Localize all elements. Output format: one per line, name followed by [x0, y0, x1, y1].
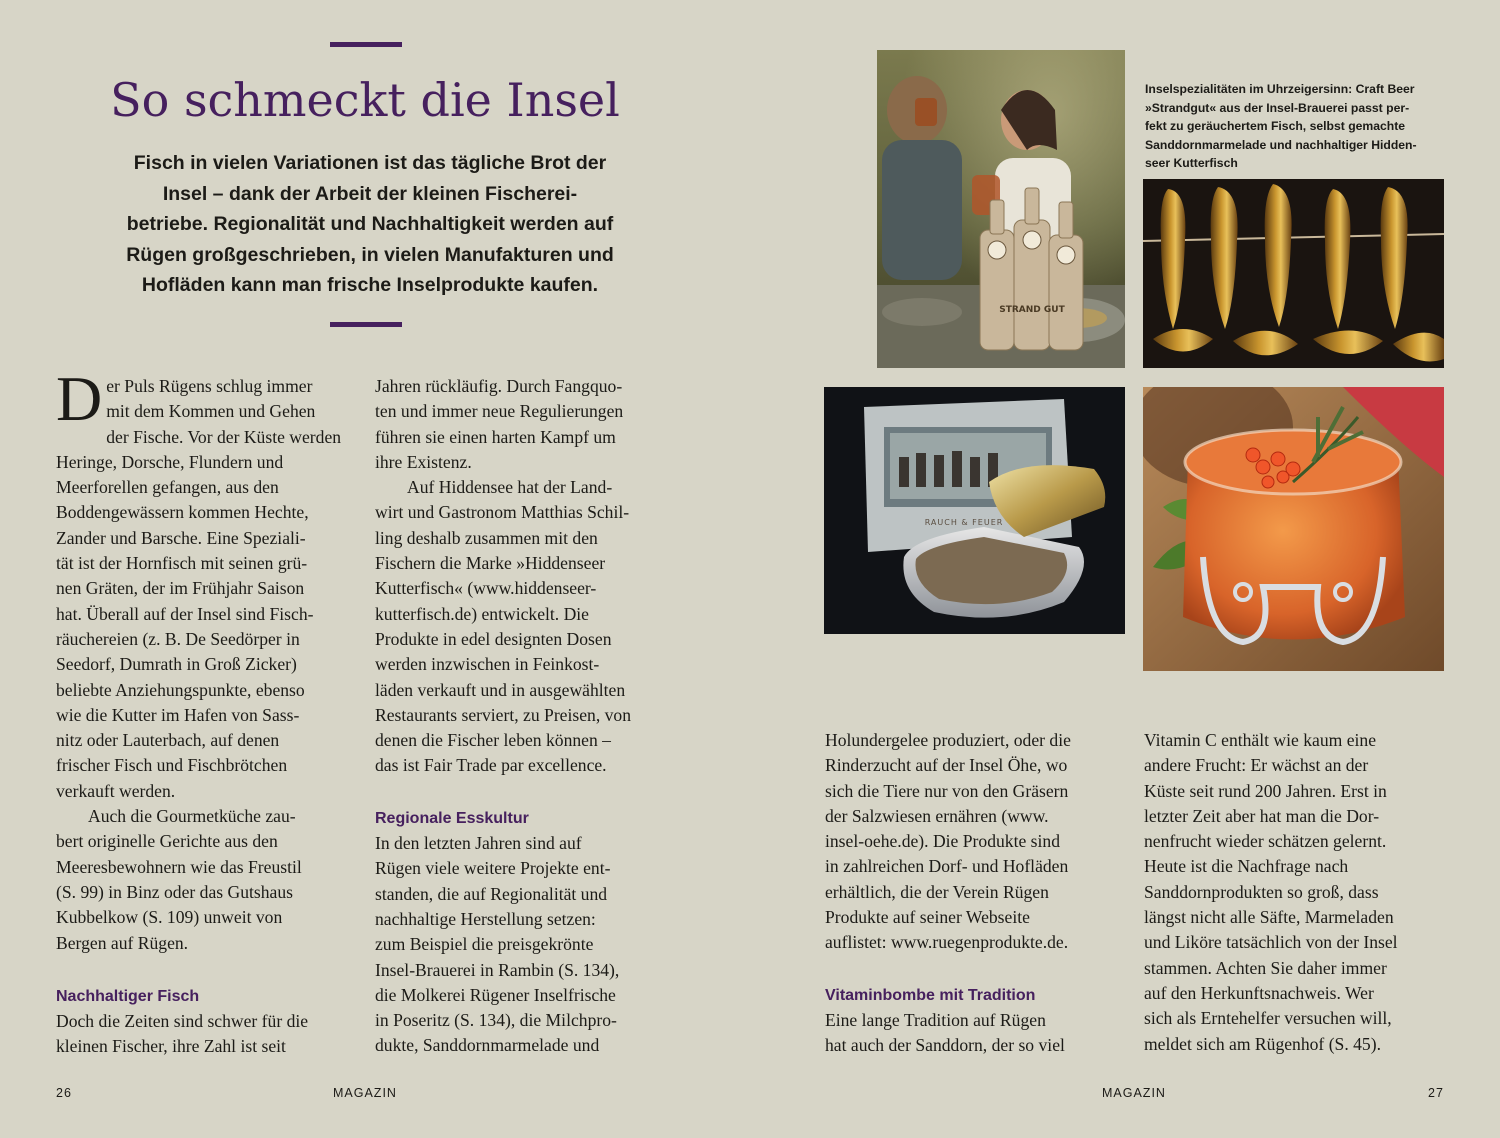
lead-line: betriebe. Regionalität und Nachhaltigkeit werden auf [126, 213, 614, 235]
text-line: Heringe, Dorsche, Flundern und [56, 451, 284, 472]
text-line: Sanddornprodukten so groß, dass [1144, 881, 1379, 902]
text-line: räuchereien (z. B. De Seedörper in [56, 628, 300, 649]
text-line: dukte, Sanddornmarmelade und [375, 1035, 600, 1056]
text-line: Bergen auf Rügen. [56, 932, 189, 953]
text-line: Rügen viele weitere Projekte ent- [375, 858, 611, 879]
photo-caption [1145, 80, 1445, 173]
text-line: mit dem Kommen und Gehen [106, 401, 316, 422]
text-line: In den letzten Jahren sind auf [375, 833, 582, 854]
text-line: längst nicht alle Säfte, Marmeladen [1144, 907, 1394, 928]
tin-label-text: RAUCH & FEUER [924, 518, 1004, 527]
text-column-1 [56, 363, 356, 1060]
title-rule-bottom [330, 322, 402, 327]
section-heading-nachhaltiger-fisch: Nachhaltiger Fisch [56, 987, 200, 1005]
text-line: denen die Fischer leben können – [375, 730, 611, 751]
text-line: Seedorf, Dumrath in Groß Zicker) [56, 654, 297, 675]
section-heading-vitaminbombe: Vitaminbombe mit Tradition [825, 986, 1036, 1004]
text-line: Produkte auf seiner Webseite [825, 907, 1030, 928]
text-line: tät ist der Hornfisch mit seinen grü- [56, 553, 308, 574]
text-line: und Liköre tatsächlich von der Insel [1144, 932, 1398, 953]
text-line: Meeresbewohnern wie das Freustil [56, 856, 302, 877]
text-line: andere Frucht: Er wächst an der [1144, 755, 1369, 776]
lead-line: Fisch in vielen Variationen ist das tägliche Brot der [133, 152, 607, 174]
text-line: Insel-Brauerei in Rambin (S. 134), [375, 959, 620, 980]
text-column-4 [1144, 728, 1444, 1057]
text-line: er Puls Rügens schlug immer [106, 376, 313, 396]
text-line: sich als Erntehelfer versuchen will, [1144, 1008, 1392, 1029]
page-number-left: 26 [56, 1086, 72, 1100]
text-line: ling deshalb zusammen mit den [375, 527, 598, 548]
text-line: wirt und Gastronom Matthias Schil- [375, 502, 630, 523]
text-line: Zander und Barsche. Eine Speziali- [56, 527, 306, 548]
text-line: Fischern die Marke »Hiddenseer [375, 553, 606, 574]
text-line: stammen. Achten Sie daher immer [1144, 957, 1387, 978]
text-line: die Molkerei Rügener Inselfrische [375, 984, 616, 1005]
text-line: auflistet: www.ruegenprodukte.de. [825, 932, 1069, 953]
text-line: standen, die auf Regionalität und [375, 883, 608, 904]
text-line: der Fische. Vor der Küste werden [106, 426, 342, 447]
text-line: kutterfisch.de) entwickelt. Die [375, 603, 589, 624]
text-line: bert originelle Gerichte aus den [56, 831, 278, 852]
text-line: nenfrucht wieder schätzen gelernt. [1144, 831, 1387, 852]
text-line: meldet sich am Rügenhof (S. 45). [1144, 1033, 1381, 1054]
photo-craft-beer [877, 50, 1125, 368]
text-line: der Salzwiesen ernähren (www. [825, 805, 1049, 826]
text-line: insel-oehe.de). Die Produkte sind [825, 831, 1061, 852]
drop-cap-block [56, 363, 356, 434]
text-line: das ist Fair Trade par excellence. [375, 755, 607, 776]
text-line: verkauft werden. [56, 780, 176, 801]
caption-line: fekt zu geräuchertem Fisch, selbst gemachte [1145, 119, 1406, 133]
lead-paragraph [90, 148, 650, 301]
text-column-2 [375, 374, 675, 1059]
text-line: Produkte in edel designten Dosen [375, 628, 612, 649]
caption-line: »Strandgut« aus der Insel-Brauerei passt per- [1145, 100, 1410, 115]
text-line: Kubbelkow (S. 109) unweit von [56, 907, 283, 928]
drop-cap: D [56, 363, 103, 434]
text-line: hat. Überall auf der Insel sind Fisch- [56, 603, 314, 624]
text-line: Kutterfisch« (www.hiddenseer- [375, 578, 597, 599]
text-line: führen sie einen harten Kampf um [375, 426, 616, 447]
text-line: Vitamin C enthält wie kaum eine [1144, 730, 1377, 750]
text-line: Auf Hiddensee hat der Land- [407, 477, 613, 498]
text-column-3 [825, 728, 1125, 1059]
text-line: auf den Herkunftsnachweis. Wer [1144, 982, 1374, 1003]
text-line: (S. 99) in Binz oder das Gutshaus [56, 881, 294, 902]
bottle-label-text: STRAND GUT [999, 305, 1065, 315]
text-line: Doch die Zeiten sind schwer für die [56, 1011, 309, 1032]
caption-line: seer Kutterfisch [1145, 156, 1238, 170]
lead-line: Hofläden kann man frische Inselprodukte kaufen. [141, 274, 599, 296]
section-label-right: MAGAZIN [1102, 1086, 1166, 1100]
text-line: wie die Kutter im Hafen von Sass- [56, 704, 300, 725]
text-line: Küste seit rund 200 Jahren. Erst in [1144, 780, 1387, 801]
text-line: kleinen Fischer, ihre Zahl ist seit [56, 1036, 286, 1057]
page-title: So schmeckt die Insel [110, 73, 620, 127]
text-line: in Poseritz (S. 134), die Milchpro- [375, 1010, 617, 1031]
text-line: Jahren rückläufig. Durch Fangquo- [375, 376, 623, 396]
section-label-left: MAGAZIN [333, 1086, 397, 1100]
text-line: in zahlreichen Dorf- und Hofläden [825, 856, 1069, 877]
section-heading-regionale-esskultur: Regionale Esskultur [375, 809, 529, 827]
text-line: zum Beispiel die preisgekrönte [375, 934, 594, 955]
caption-line: Inselspezialitäten im Uhrzeigersinn: Craft Beer [1145, 82, 1415, 96]
text-line: Auch die Gourmetküche zau- [88, 806, 296, 827]
text-line: nen Gräten, der im Frühjahr Saison [56, 578, 305, 599]
photo-smoked-fish [1143, 179, 1444, 368]
page-number-right: 27 [1428, 1086, 1444, 1100]
text-line: hat auch der Sanddorn, der so viel [825, 1035, 1065, 1056]
text-line: beliebte Anziehungspunkte, ebenso [56, 679, 305, 700]
text-line: werden inzwischen in Feinkost- [375, 654, 600, 675]
text-line: frischer Fisch und Fischbrötchen [56, 755, 288, 776]
text-line: nitz oder Lauterbach, auf denen [56, 730, 280, 751]
photo-fish-tin [824, 387, 1125, 634]
text-line: Eine lange Tradition auf Rügen [825, 1009, 1046, 1030]
lead-line: Rügen großgeschrieben, in vielen Manufakturen und [126, 243, 614, 266]
text-line: sich die Tiere nur von den Gräsern [825, 780, 1069, 801]
lead-line: Insel – dank der Arbeit der kleinen Fischerei- [162, 182, 578, 205]
text-line: Holundergelee produziert, oder die [825, 730, 1071, 750]
caption-line: Sanddornmarmelade und nachhaltiger Hidden- [1145, 137, 1417, 152]
text-line: letzter Zeit aber hat man die Dor- [1144, 805, 1380, 826]
photo-sea-buckthorn-jam [1143, 387, 1444, 671]
title-rule-top [330, 42, 402, 47]
text-line: ihre Existenz. [375, 451, 472, 472]
text-line: erhältlich, die der Verein Rügen [825, 881, 1049, 902]
text-line: Restaurants serviert, zu Preisen, von [375, 704, 632, 725]
text-line: Rinderzucht auf der Insel Öhe, wo [825, 755, 1068, 776]
text-line: läden verkauft und in ausgewählten [375, 679, 626, 700]
text-line: nachhaltige Herstellung setzen: [375, 908, 596, 929]
text-line: Boddengewässern kommen Hechte, [56, 502, 309, 523]
text-line: Heute ist die Nachfrage nach [1144, 856, 1349, 877]
text-line: Meerforellen gefangen, aus den [56, 477, 279, 498]
text-line: ten und immer neue Regulierungen [375, 401, 624, 422]
